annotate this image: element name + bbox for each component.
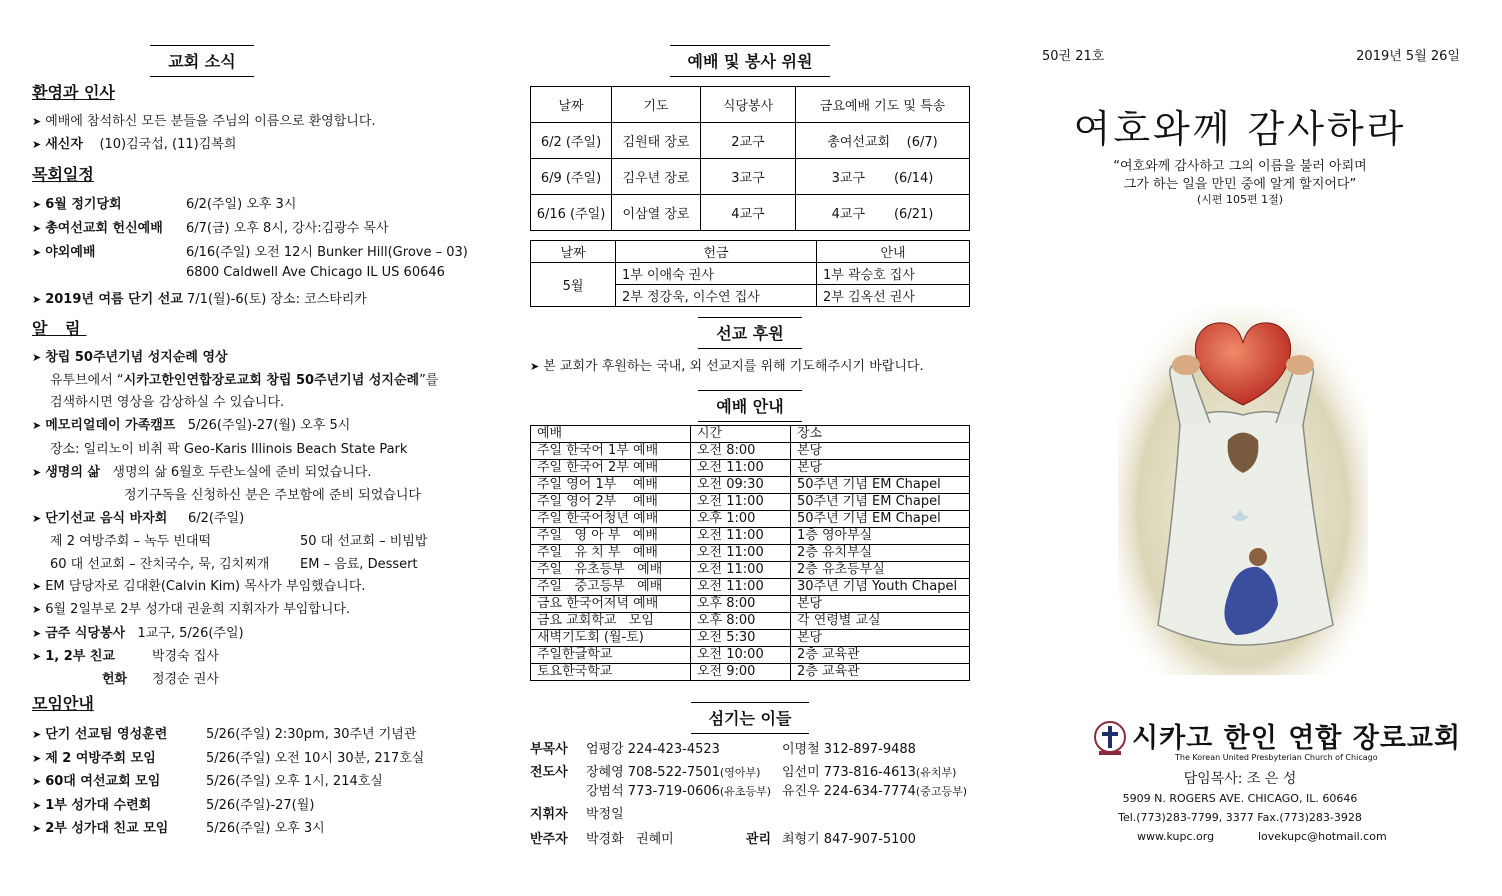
notice-item: ➤ 6월 2일부로 2부 성가대 권윤희 지휘자가 부임합니다. — [32, 602, 351, 617]
notice-line: 60 대 선교회 – 잔치국수, 묵, 김치찌개 — [50, 557, 270, 572]
table-header: 안내 — [817, 241, 970, 263]
servant-label: 반주자 — [530, 832, 568, 847]
table-cell: 오전 11:00 — [691, 545, 791, 562]
table-cell: 오전 8:00 — [691, 443, 791, 460]
newcomer-line: ➤ 새신자 (10)김국섭, (11)김복희 — [32, 137, 237, 152]
table-cell: 금요 한국어저녁 예배 — [531, 596, 691, 613]
table-cell: 오전 11:00 — [691, 562, 791, 579]
phone-fax: Tel.(773)283-7799, 3377 Fax.(773)283-3928 — [1118, 811, 1362, 824]
servants-title: 섬기는 이들 — [691, 702, 810, 734]
email-link[interactable]: lovekupc@hotmail.com — [1258, 830, 1387, 843]
pastoral-value: 6800 Caldwell Ave Chicago IL US 60646 — [186, 265, 445, 280]
table-cell: 금요 교회학교 모임 — [531, 613, 691, 630]
table-cell: 오후 1:00 — [691, 511, 791, 528]
table-row — [531, 579, 970, 596]
meeting-value: 5/26(주일)-27(월) — [206, 798, 315, 813]
table-row — [531, 511, 970, 528]
meeting-value: 5/26(주일) 오전 10시 30분, 217호실 — [206, 751, 425, 766]
table-cell: 2층 교육관 — [791, 647, 970, 664]
table-header-row — [531, 87, 970, 123]
notice-value: 박경숙 집사 — [152, 649, 219, 664]
table-header: 날짜 — [531, 87, 612, 123]
table-row — [531, 477, 970, 494]
table-cell: 오전 10:00 — [691, 647, 791, 664]
table-row — [531, 562, 970, 579]
kneeling-head — [1249, 548, 1267, 566]
servant-label: 부목사 — [530, 742, 568, 757]
table-cell: 2층 유치부실 — [791, 545, 970, 562]
table-cell: 2교구 — [701, 123, 796, 159]
pastoral-item: ➤ 2019년 여름 단기 선교 7/1(월)-6(토) 장소: 코스타리카 — [32, 292, 367, 307]
table-header: 장소 — [791, 426, 970, 443]
notices-heading: 알 림 — [32, 319, 87, 338]
table-cell: 오전 11:00 — [691, 579, 791, 596]
cover-illustration — [1118, 305, 1368, 675]
servant-value: 유진우 224-634-7774(중고등부) — [782, 784, 967, 799]
table-cell: 주일한글학교 — [531, 647, 691, 664]
table-cell: 본당 — [791, 596, 970, 613]
table-cell: 오전 5:30 — [691, 630, 791, 647]
table-cell: 6/9 (주일) — [531, 159, 612, 195]
missions-title: 선교 후원 — [698, 317, 801, 349]
cover-column — [1000, 0, 1480, 896]
table-cell: 오전 9:00 — [691, 664, 791, 681]
meeting-item: ➤ 단기 선교팀 영성훈련 — [32, 727, 168, 742]
cover-title: 여호와께 감사하라 — [1073, 107, 1407, 151]
offering-table — [530, 240, 970, 307]
notice-item: ➤ 메모리얼데이 가족캠프 5/26(주일)-27(월) 오후 5시 — [32, 418, 351, 433]
table-cell: 50주년 기념 EM Chapel — [791, 494, 970, 511]
worship-service-title: 예배 및 봉사 위원 — [670, 45, 831, 77]
left-hand — [1172, 355, 1200, 375]
table-row — [531, 494, 970, 511]
notice-line: 장소: 일리노이 비취 팍 Geo-Karis Illinois Beach State Park — [50, 442, 408, 457]
verse-line: 그가 하는 일을 만민 중에 알게 할지어다” — [1123, 177, 1357, 192]
table-cell: 2층 교육관 — [791, 664, 970, 681]
worship-guide-table — [530, 425, 970, 681]
servant-value: 이명철 312-897-9488 — [782, 742, 916, 757]
table-row — [531, 630, 970, 647]
table-cell: 주일 한국어청년 예배 — [531, 511, 691, 528]
pastoral-value: 6/16(주일) 오전 12시 Bunker Hill(Grove – 03) — [186, 245, 468, 260]
table-cell: 50주년 기념 EM Chapel — [791, 511, 970, 528]
notice-line: 검색하시면 영상을 감상하실 수 있습니다. — [50, 395, 285, 410]
servant-label: 지휘자 — [530, 807, 568, 822]
table-cell: 오전 11:00 — [691, 528, 791, 545]
table-cell: 5월 — [531, 263, 616, 307]
table-cell: 2부 김옥선 권사 — [817, 285, 970, 307]
notice-line: 제 2 여방주회 – 녹두 빈대떡 — [50, 534, 212, 549]
table-cell: 주일 한국어 1부 예배 — [531, 443, 691, 460]
servant-value: 강범석 773-719-0606(유초등부) — [586, 784, 771, 799]
table-cell: 오전 11:00 — [691, 460, 791, 477]
table-cell: 본당 — [791, 460, 970, 477]
table-row — [531, 460, 970, 477]
worship-column — [530, 0, 972, 896]
right-hand — [1286, 355, 1314, 375]
table-row — [531, 613, 970, 630]
church-news-column — [32, 0, 502, 896]
issue-date: 2019년 5월 26일 — [1356, 49, 1460, 64]
servant-value: 최형기 847-907-5100 — [782, 832, 916, 847]
servant-value: 박정일 — [586, 807, 624, 822]
table-cell: 본당 — [791, 443, 970, 460]
welcome-heading: 환영과 인사 — [32, 83, 115, 102]
pastor-name: 담임목사: 조 은 성 — [1183, 771, 1297, 787]
notice-item: ➤ 생명의 삶 생명의 삶 6월호 두란노실에 준비 되었습니다. — [32, 465, 372, 480]
table-cell: 2부 정강욱, 이수연 집사 — [616, 285, 817, 307]
notice-line: EM – 음료, Dessert — [300, 557, 418, 572]
table-cell: 김원태 장로 — [612, 123, 701, 159]
church-name: 시카고 한인 연합 장로교회 — [1132, 723, 1462, 754]
table-row — [531, 664, 970, 681]
meeting-item: ➤ 60대 여선교회 모임 — [32, 774, 161, 789]
table-row — [531, 263, 970, 285]
pastoral-item: ➤ 야외예배 — [32, 245, 96, 260]
servant-value: 박경화 권혜미 — [586, 832, 674, 847]
meeting-value: 5/26(주일) 오후 3시 — [206, 821, 325, 836]
meeting-item: ➤ 2부 성가대 친교 모임 — [32, 821, 169, 836]
table-cell: 오전 11:00 — [691, 494, 791, 511]
table-cell: 이삼열 장로 — [612, 195, 701, 231]
table-row — [531, 123, 970, 159]
table-header: 기도 — [612, 87, 701, 123]
table-cell: 토요한국학교 — [531, 664, 691, 681]
missions-text: ➤ 본 교회가 후원하는 국내, 외 선교지를 위해 기도해주시기 바랍니다. — [530, 359, 924, 374]
table-cell: 주일 한국어 2부 예배 — [531, 460, 691, 477]
table-cell: 1부 곽승호 집사 — [817, 263, 970, 285]
table-header: 헌금 — [616, 241, 817, 263]
meeting-value: 5/26(주일) 2:30pm, 30주년 기념관 — [206, 727, 417, 742]
table-row — [531, 647, 970, 664]
servant-value: 엄평강 224-423-4523 — [586, 742, 720, 757]
table-header: 예배 — [531, 426, 691, 443]
notice-item: ➤ 창립 50주년기념 성지순례 영상 — [32, 350, 228, 365]
table-cell: 오전 09:30 — [691, 477, 791, 494]
pastoral-heading: 목회일정 — [32, 165, 94, 184]
table-row — [531, 443, 970, 460]
notice-item: ➤ 금주 식당봉사 1교구, 5/26(주일) — [32, 626, 244, 641]
table-cell: 3교구 — [701, 159, 796, 195]
table-cell: 3교구 (6/14) — [796, 159, 970, 195]
table-header-row — [531, 426, 970, 443]
servant-value: 임선미 773-816-4613(유치부) — [782, 765, 957, 780]
pastoral-value: 6/2(주일) 오후 3시 — [186, 197, 297, 212]
service-table — [530, 86, 970, 231]
table-cell: 오후 8:00 — [691, 613, 791, 630]
table-cell: 각 연령별 교실 — [791, 613, 970, 630]
notice-item: ➤ 단기선교 음식 바자회 6/2(주일) — [32, 511, 245, 526]
table-cell: 오후 8:00 — [691, 596, 791, 613]
table-cell: 본당 — [791, 630, 970, 647]
meeting-item: ➤ 제 2 여방주회 모임 — [32, 751, 156, 766]
verse-reference: (시편 105편 1절) — [1196, 193, 1284, 206]
table-cell: 1부 이애숙 권사 — [616, 263, 817, 285]
table-row — [531, 528, 970, 545]
church-news-title: 교회 소식 — [150, 45, 253, 77]
meetings-heading: 모임안내 — [32, 694, 94, 713]
notice-item: ➤ EM 담당자로 김대환(Calvin Kim) 목사가 부임했습니다. — [32, 579, 366, 594]
table-cell: 4교구 — [701, 195, 796, 231]
website-link[interactable]: www.kupc.org — [1137, 830, 1215, 843]
table-row — [531, 545, 970, 562]
pastoral-item: ➤ 6월 정기당회 — [32, 197, 122, 212]
table-cell: 6/2 (주일) — [531, 123, 612, 159]
table-row — [531, 195, 970, 231]
address: 5909 N. ROGERS AVE. CHICAGO, IL. 60646 — [1122, 792, 1358, 805]
table-cell: 주일 중고등부 예배 — [531, 579, 691, 596]
meeting-item: ➤ 1부 성가대 수련회 — [32, 798, 152, 813]
welcome-line: ➤ 예배에 참석하신 모든 분들을 주님의 이름으로 환영합니다. — [32, 114, 376, 129]
notice-line: 정기구독을 신청하신 분은 주보함에 준비 되었습니다 — [124, 488, 421, 503]
notice-line: 유투브에서 “시카고한인연합장로교회 창립 50주년기념 성지순례”를 — [50, 373, 439, 388]
pastoral-value: 6/7(금) 오후 8시, 강사:김광수 목사 — [186, 221, 389, 236]
table-row — [531, 159, 970, 195]
notice-value: 정경순 권사 — [152, 672, 219, 687]
table-header: 시간 — [691, 426, 791, 443]
notice-line: 50 대 선교회 – 비빔밥 — [300, 534, 428, 549]
volume-number: 50권 21호 — [1042, 49, 1105, 64]
servant-label: 관리 — [746, 832, 772, 847]
table-row — [531, 596, 970, 613]
table-cell: 주일 영 아 부 예배 — [531, 528, 691, 545]
table-header: 금요예배 기도 및 특송 — [796, 87, 970, 123]
table-header-row — [531, 241, 970, 263]
table-cell: 6/16 (주일) — [531, 195, 612, 231]
notice-item: ➤ 1, 2부 친교 — [32, 649, 115, 664]
table-cell: 2층 유초등부실 — [791, 562, 970, 579]
table-cell: 주일 영어 2부 예배 — [531, 494, 691, 511]
table-header: 날짜 — [531, 241, 616, 263]
notice-sub-title: 헌화 — [102, 672, 128, 687]
table-cell: 주일 유초등부 예배 — [531, 562, 691, 579]
table-cell: 30주년 기념 Youth Chapel — [791, 579, 970, 596]
table-cell: 주일 영어 1부 예배 — [531, 477, 691, 494]
table-cell: 주일 유 치 부 예배 — [531, 545, 691, 562]
table-cell: 새벽기도회 (월-토) — [531, 630, 691, 647]
servant-value: 장혜영 708-522-7501(영아부) — [586, 765, 761, 780]
meeting-value: 5/26(주일) 오후 1시, 214호실 — [206, 774, 383, 789]
table-cell: 총여선교회 (6/7) — [796, 123, 970, 159]
table-cell: 4교구 (6/21) — [796, 195, 970, 231]
table-header: 식당봉사 — [701, 87, 796, 123]
pastoral-item: ➤ 총여선교회 헌신예배 — [32, 221, 163, 236]
church-seal-icon — [1093, 720, 1127, 758]
table-cell: 1층 영아부실 — [791, 528, 970, 545]
table-cell: 50주년 기념 EM Chapel — [791, 477, 970, 494]
servant-label: 전도사 — [530, 765, 568, 780]
church-name-en: The Korean United Presbyterian Church of Chicago — [1175, 753, 1378, 762]
worship-guide-title: 예배 안내 — [698, 390, 801, 422]
table-cell: 김우년 장로 — [612, 159, 701, 195]
verse-line: “여호와께 감사하고 그의 이름을 불러 아뢰며 — [1113, 159, 1367, 174]
